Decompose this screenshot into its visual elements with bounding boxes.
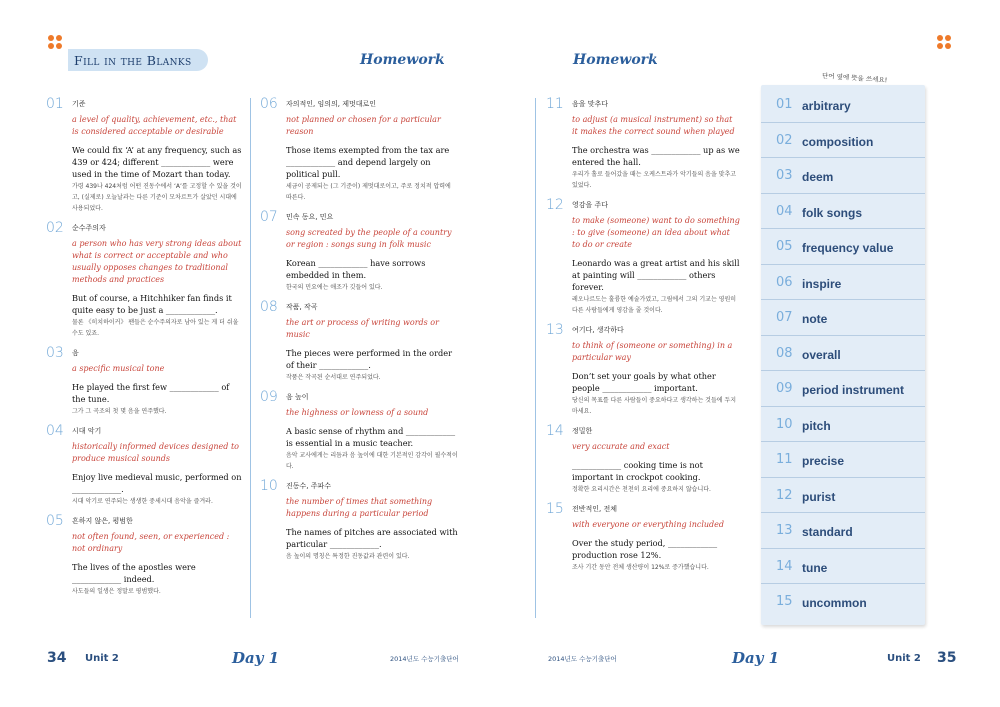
korean-translation: 음악 교사에게는 리듬과 음 높이에 대한 기본적인 감각이 필수적이다. <box>286 452 458 470</box>
homework-title-right: Homework <box>573 52 658 68</box>
entry-number: 10 <box>260 478 278 494</box>
day-label-left: Day 1 <box>232 649 280 667</box>
fill-in-the-blanks-title: Fill in the Blanks <box>68 49 208 71</box>
vocab-entry <box>546 322 740 417</box>
page-number-left: 34 <box>47 650 67 666</box>
entry-number: 15 <box>546 501 564 517</box>
word-list-item <box>761 158 925 194</box>
korean-meaning: 영감을 주다 <box>572 201 609 209</box>
word-text: tune <box>802 560 828 575</box>
english-definition: the art or process of writing words or music <box>286 318 439 339</box>
word-number: 03 <box>776 168 793 183</box>
korean-meaning: 음 <box>72 349 79 357</box>
word-text: period instrument <box>802 383 905 397</box>
entry-number: 09 <box>260 389 278 405</box>
word-text: folk songs <box>802 205 863 220</box>
example-sentence: Enjoy live medieval music, performed on ____________. <box>72 472 242 494</box>
word-text: pitch <box>802 418 831 433</box>
entry-number: 07 <box>260 209 278 225</box>
example-sentence: We could fix ‘A’ at any frequency, such as 439 or 424; different ____________ were used in the time of Mozart than today. <box>72 145 242 179</box>
word-list-item <box>761 371 925 407</box>
word-text: note <box>802 312 828 326</box>
word-number: 02 <box>776 132 793 148</box>
korean-meaning: 전반적인, 전체 <box>572 505 618 513</box>
korean-translation: 세금이 공제되는 (그 기준이) 제멋대로이고, 주로 정치적 압력에 따른다. <box>286 183 451 201</box>
korean-meaning: 진동수, 주파수 <box>286 482 332 490</box>
entry-number: 02 <box>46 220 64 236</box>
vocab-entry <box>46 345 242 417</box>
word-list-item <box>761 87 925 123</box>
word-list-item <box>761 194 925 230</box>
word-number: 07 <box>776 310 793 325</box>
vocab-entry <box>46 513 242 597</box>
example-sentence: The pieces were performed in the order of their ____________. <box>286 348 453 370</box>
word-list-item <box>761 265 925 301</box>
column-2 <box>260 96 458 572</box>
entry-number: 03 <box>46 345 64 361</box>
vocab-entry <box>546 96 740 191</box>
korean-translation: 사도들의 일생은 정말로 평범했다. <box>72 588 161 595</box>
english-definition: to make (someone) want to do something : to give (someone) an idea about what to do or create <box>572 216 740 249</box>
word-list-item <box>761 407 925 443</box>
word-text: arbitrary <box>802 99 851 113</box>
word-text: inspire <box>802 276 842 291</box>
word-text: frequency value <box>802 241 894 255</box>
korean-meaning: 순수주의자 <box>72 224 106 232</box>
korean-meaning: 기준 <box>72 100 86 108</box>
vocab-entry <box>546 423 740 495</box>
entry-number: 11 <box>546 96 564 112</box>
vocab-entry <box>46 423 242 507</box>
entry-number: 13 <box>546 322 564 338</box>
english-definition: to adjust (a musical instrument) so that it makes the correct sound when played <box>572 115 735 136</box>
korean-translation: 우리가 홀로 들어갔을 때는 오케스트라가 악기들의 음을 맞추고 있었다. <box>572 171 737 189</box>
orange-dots-icon-right <box>937 35 953 49</box>
unit-label-left: Unit 2 <box>85 653 119 664</box>
english-definition: a person who has very strong ideas about what is correct or acceptable and who usually opposes changes to traditional methods and practices <box>72 239 242 284</box>
vocab-entry <box>260 96 458 203</box>
word-number: 10 <box>776 416 793 432</box>
word-number: 01 <box>776 97 793 112</box>
word-number: 12 <box>776 487 793 503</box>
entry-number: 08 <box>260 299 278 315</box>
word-number: 08 <box>776 345 793 361</box>
example-sentence: But of course, a Hitchhiker fan finds it quite easy to be just a ____________. <box>72 293 232 315</box>
word-text: overall <box>802 347 841 362</box>
word-text: standard <box>802 525 853 539</box>
korean-translation: 레오나르도는 훌륭한 예술가였고, 그림에서 그의 기교는 영원히 다른 사람들에게 영감을 줄 것이다. <box>572 296 737 314</box>
entry-number: 04 <box>46 423 64 439</box>
word-list-item <box>761 123 925 159</box>
vocab-entry <box>46 96 242 214</box>
entry-number: 05 <box>46 513 64 529</box>
vocab-entry <box>260 209 458 293</box>
word-list-item <box>761 336 925 372</box>
word-number: 05 <box>776 239 793 254</box>
korean-translation: 음 높이의 명칭은 특정한 진동값과 관련이 있다. <box>286 553 410 560</box>
korean-meaning: 자의적인, 임의의, 제멋대로인 <box>286 100 377 108</box>
vocab-entry <box>546 197 740 316</box>
column-divider <box>535 98 536 618</box>
word-number: 09 <box>776 381 793 396</box>
word-list-item <box>761 513 925 549</box>
korean-meaning: 여기다, 생각하다 <box>572 326 624 334</box>
source-label-left: 2014년도 수능기출단어 <box>390 655 459 663</box>
word-list-item <box>761 478 925 514</box>
word-text: composition <box>802 134 874 149</box>
vocab-entry <box>46 220 242 339</box>
example-sentence: ____________ cooking time is not important in crockpot cooking. <box>572 460 703 482</box>
english-definition: not often found, seen, or experienced : not ordinary <box>72 532 230 553</box>
orange-dots-icon-left <box>48 35 64 49</box>
word-number: 15 <box>776 594 793 609</box>
example-sentence: The orchestra was ____________ up as we entered the hall. <box>572 145 740 167</box>
korean-meaning: 시대 악기 <box>72 427 102 435</box>
english-definition: the highness or lowness of a sound <box>286 408 429 417</box>
korean-translation: 그가 그 곡조의 첫 몇 음을 연주했다. <box>72 408 167 415</box>
example-sentence: Leonardo was a great artist and his skill at painting will ____________ others forever. <box>572 258 740 292</box>
word-list-item <box>761 300 925 336</box>
korean-translation: 조사 기간 동안 전체 생산량이 12%로 증가했습니다. <box>572 564 709 571</box>
english-definition: historically informed devices designed to produce musical sounds <box>72 442 239 463</box>
example-sentence: The lives of the apostles were ____________ indeed. <box>72 562 196 584</box>
korean-meaning: 정밀한 <box>572 427 593 435</box>
korean-meaning: 민속 동요, 민요 <box>286 213 334 221</box>
korean-meaning: 작품, 작곡 <box>286 303 318 311</box>
word-number: 04 <box>776 203 793 219</box>
word-text: precise <box>802 454 845 468</box>
example-sentence: Korean ____________ have sorrows embedded in them. <box>286 258 426 280</box>
word-list-item <box>761 549 925 585</box>
korean-meaning: 음을 맞추다 <box>572 100 609 108</box>
english-definition: to think of (someone or something) in a particular way <box>572 341 733 362</box>
korean-translation: 시대 악기로 연주되는 생생한 중세시대 음악을 즐겨라. <box>72 498 213 505</box>
korean-translation: 가령 439나 424처럼 어떤 진동수에서 ‘A’를 고정할 수 있을 것이고, (실제로) 오늘날과는 다른 기준이 모차르트가 살았던 시대에 사용되었다. <box>72 183 242 212</box>
korean-translation: 물론 《히치하이커》 팬들은 순수주의자로 남아 있는 게 더 쉬울 수도 있죠. <box>72 319 239 337</box>
page-number-right: 35 <box>937 650 957 666</box>
example-sentence: The names of pitches are associated with particular ____________. <box>286 527 458 549</box>
vocab-entry <box>546 501 740 573</box>
entry-number: 01 <box>46 96 64 112</box>
korean-translation: 정확한 요리시간은 천천히 요리에 중요하지 않습니다. <box>572 486 711 493</box>
english-definition: song screated by the people of a country or region : songs sung in folk music <box>286 228 452 249</box>
day-label-right: Day 1 <box>732 649 780 667</box>
english-definition: with everyone or everything included <box>572 520 725 529</box>
word-number: 13 <box>776 523 793 538</box>
column-3 <box>546 96 740 583</box>
vocab-entry <box>260 478 458 562</box>
korean-translation: 작품은 작곡된 순서대로 연주되었다. <box>286 374 381 381</box>
vocab-entry <box>260 299 458 383</box>
entry-number: 06 <box>260 96 278 112</box>
word-text: deem <box>802 170 834 184</box>
column-1 <box>46 96 242 607</box>
word-text: purist <box>802 489 836 504</box>
example-sentence: A basic sense of rhythm and ____________ is essential in a music teacher. <box>286 426 456 448</box>
unit-label-right: Unit 2 <box>887 653 921 664</box>
korean-translation: 한국의 민요에는 애조가 깃들어 있다. <box>286 284 383 291</box>
example-sentence: He played the first few ____________ of the tune. <box>72 382 230 404</box>
answer-word-list <box>761 85 925 625</box>
column-divider <box>250 98 251 618</box>
entry-number: 12 <box>546 197 564 213</box>
word-number: 14 <box>776 558 793 574</box>
source-label-right: 2014년도 수능기출단어 <box>548 655 617 663</box>
example-sentence: Over the study period, ____________ production rose 12%. <box>572 538 718 560</box>
english-definition: very accurate and exact <box>572 442 670 451</box>
korean-translation: 당신의 목표를 다른 사람들이 중요하다고 생각하는 것들에 두지 마세요. <box>572 397 737 415</box>
word-number: 06 <box>776 274 793 290</box>
korean-meaning: 음 높이 <box>286 393 309 401</box>
word-text: uncommon <box>802 596 867 610</box>
example-sentence: Don’t set your goals by what other people ____________ important. <box>572 371 716 393</box>
homework-title-left: Homework <box>360 52 445 68</box>
word-list-item <box>761 229 925 265</box>
english-definition: a level of quality, achievement, etc., that is considered acceptable or desirable <box>72 115 237 136</box>
example-sentence: Those items exempted from the tax are ____________ and depend largely on political pull. <box>286 145 450 179</box>
english-definition: a specific musical tone <box>72 364 165 373</box>
instruction-note: 단어 옆에 뜻을 쓰세요! <box>821 71 888 85</box>
word-list-item <box>761 442 925 478</box>
word-number: 11 <box>776 452 793 467</box>
english-definition: not planned or chosen for a particular reason <box>286 115 441 136</box>
korean-meaning: 흔하지 않은, 평범한 <box>72 517 133 525</box>
entry-number: 14 <box>546 423 564 439</box>
english-definition: the number of times that something happens during a particular period <box>286 497 433 518</box>
word-list-item <box>761 584 925 620</box>
vocab-entry <box>260 389 458 472</box>
